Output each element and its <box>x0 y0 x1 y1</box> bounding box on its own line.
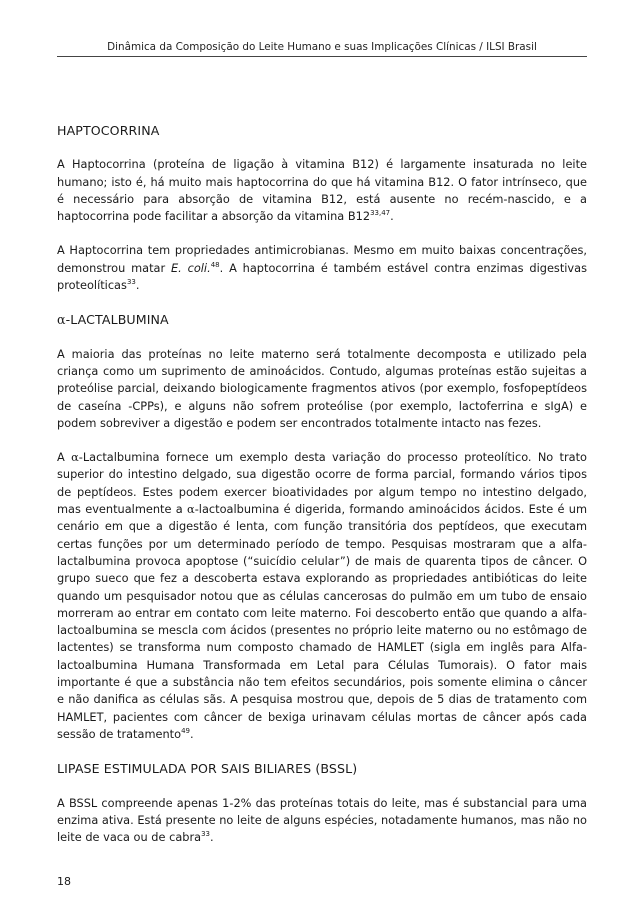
paragraph-text: . A haptocorrina é também estável contra enzimas digestivas proteolíticas <box>57 260 588 293</box>
paragraph-text: A Haptocorrina (proteína de ligação à vitamina B12) é largamente insaturada no leite humano; isto é, há muito mais haptocorrina do que há vitamina B12. O fator intrínseco, que é necessário para absorção de vitamina B12, está ausente no recém-nascido, e a haptocorrina pode facilitar a absorção da vitamina B12 <box>57 157 587 224</box>
alpha-symbol: α <box>57 312 66 328</box>
paragraph-haptocorrina-1 <box>57 156 587 225</box>
paragraph-text: A Haptocorrina tem propriedades antimicrobianas. Mesmo em muito baixas concentrações, demonstrou matar <box>57 243 587 275</box>
header-rule <box>57 56 587 57</box>
paragraph-text: . <box>135 278 140 293</box>
running-header: Dinâmica da Composição do Leite Humano e suas Implicações Clínicas / ILSI Brasil <box>107 41 537 53</box>
alpha-symbol: α <box>71 450 79 465</box>
reference-superscript: 48 <box>210 260 220 269</box>
paragraph-text: A <box>57 450 72 465</box>
paragraph-text: . <box>390 209 394 224</box>
paragraph-bssl-1 <box>57 795 587 847</box>
alpha-symbol: α <box>187 502 195 517</box>
reference-superscript: 33,47 <box>370 209 391 218</box>
paragraph-text: -Lactalbumina fornece um exemplo desta variação do processo proteolítico. No trato superior do intestino delgado, sua digestão ocorre de forma parcial, formando vários tipos de peptídeos. Estes podem exercer bioatividades por algum tempo no intestino delgado, mas eventualmente a <box>57 450 587 517</box>
species-name: E. coli. <box>171 260 211 275</box>
reference-superscript: 33 <box>201 830 211 839</box>
section-heading-bssl: LIPASE ESTIMULADA POR SAIS BILIARES (BSSL) <box>57 761 358 777</box>
heading-text: -LACTALBUMINA <box>65 312 169 328</box>
section-heading-haptocorrina: HAPTOCORRINA <box>57 123 160 138</box>
paragraph-lactalbumina-2 <box>57 449 587 743</box>
paragraph-text: . <box>189 726 194 741</box>
paragraph-text: -lactoalbumina é digerida, formando aminoácidos ácidos. Este é um cenário em que a digestão é lenta, com função transitória dos peptídeos, que executam certas funções por um determinado período de tempo. Pesquisas mostraram que a alfa-lactalbumina provoca apoptose (“suicídio celular”) de mais de quarenta tipos de câncer. O grupo sueco que fez a descoberta estava explorando as propriedades antibióticas do leite quando um pesquisador notou que as células cancerosas do pulmão em um tubo de ensaio morreram ao entrar em contato com leite materno. Foi descoberto então que quando a alfa-lactoalbumina se mescla com ácidos (presentes no próprio leite materno ou no estômago de lactentes) se transforma num composto chamado de HAMLET (sigla em inglês para Alfa-lactoalbumina Humana Transformada em Letal para Células Tumorais). O fator mais importante é que a substância não tem efeitos secundários, pois somente elimina o câncer e não danifica as células sãs. A pesquisa mostrou que, depois de 5 dias de tratamento com HAMLET, pacientes com câncer de bexiga urinavam células mortas de câncer após cada sessão de tratamento <box>57 502 587 741</box>
paragraph-text: A BSSL compreende apenas 1-2% das proteínas totais do leite, mas é substancial para uma enzima ativa. Está presente no leite de alguns espécies, notadamente humanos, mas não no leite de vaca ou de cabra <box>57 795 587 845</box>
reference-superscript: 33 <box>126 278 136 287</box>
section-heading-lactalbumina <box>57 311 587 328</box>
paragraph-haptocorrina-2 <box>57 242 587 294</box>
page-content <box>57 122 587 863</box>
reference-superscript: 49 <box>181 726 190 735</box>
page-number: 18 <box>57 875 71 888</box>
paragraph-text: . <box>210 830 214 845</box>
paragraph-lactalbumina-1: A maioria das proteínas no leite materno será totalmente decomposta e utilizado pela criança como um suprimento de aminoácidos. Contudo, algumas proteínas estão sujeitas a proteólise parcial, deixando biologicamente fragmentos ativos (por exemplo, fosfopeptídeos de caseína -CPPs), e alguns não sofrem proteólise (por exemplo, lactoferrina e sIgA) e podem sobreviver a digestão e podem ser encontrados totalmente intacto nas fezes. <box>57 346 587 430</box>
